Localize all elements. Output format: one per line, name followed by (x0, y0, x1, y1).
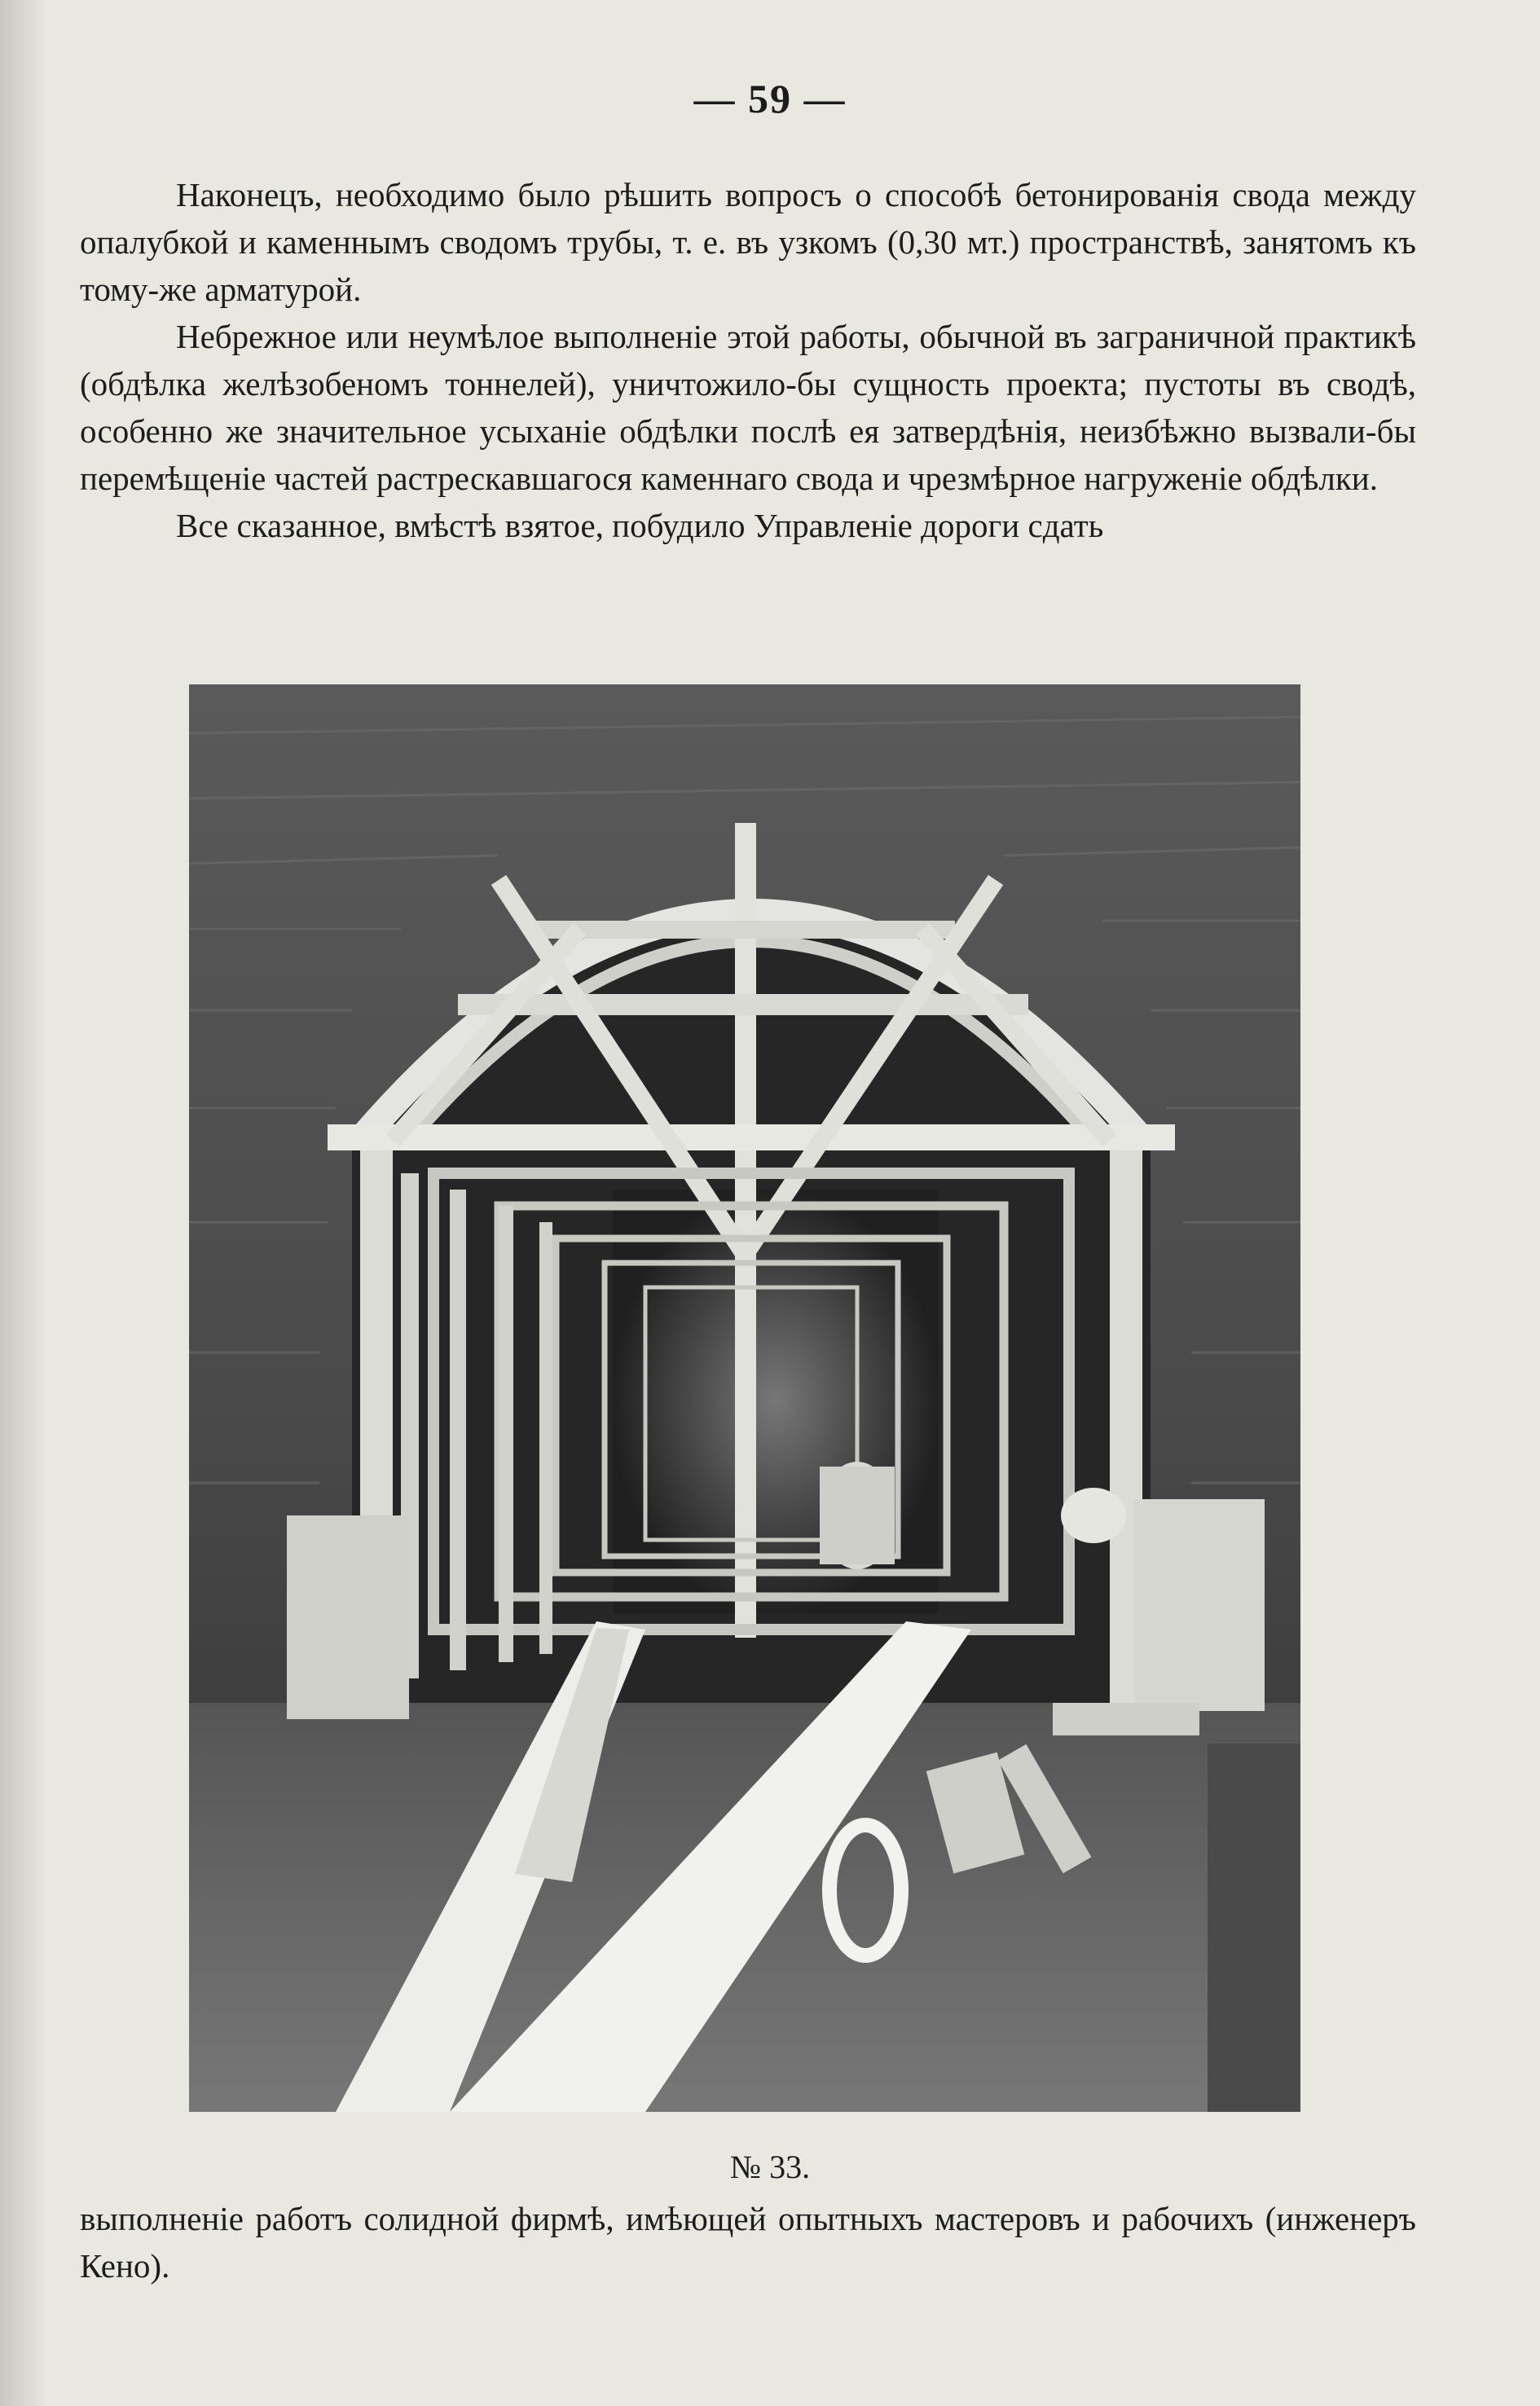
paragraph: Небрежное или неумѣлое выполненіе этой работы, обычной въ заграничной практикѣ (обдѣлка желѣзобеномъ тоннелей), уничтожило-бы сущность проекта; пустоты въ сводѣ, особенно же значительное усыханіе обдѣлки послѣ ея затвердѣнія, неизбѣжно вызвали-бы перемѣщеніе частей растрескавшагося каменнаго свода и чрезмѣрное нагруженіе обдѣлки. (80, 318, 1416, 497)
paragraph: Все сказанное, вмѣстѣ взятое, побудило Управленіе дороги сдать (176, 507, 1104, 544)
page-edge-shadow (0, 0, 49, 2406)
body-text-bottom (80, 2195, 1416, 2289)
paragraph: Наконецъ, необходимо было рѣшить вопросъ о способѣ бетонированія свода между опалубкой и каменнымъ сводомъ трубы, т. е. въ узкомъ (0,30 мт.) пространствѣ, занятомъ къ тому-же арматурой. (80, 176, 1416, 308)
paragraph: выполненіе работъ солидной фирмѣ, имѣющей опытныхъ мастеровъ и рабочихъ (инженеръ Кено). (80, 2200, 1416, 2285)
body-text-top (80, 171, 1416, 549)
page-number: — 59 — (693, 76, 847, 121)
tunnel-formwork-photo (189, 684, 1300, 2112)
figure-caption: № 33. (729, 2149, 811, 2185)
